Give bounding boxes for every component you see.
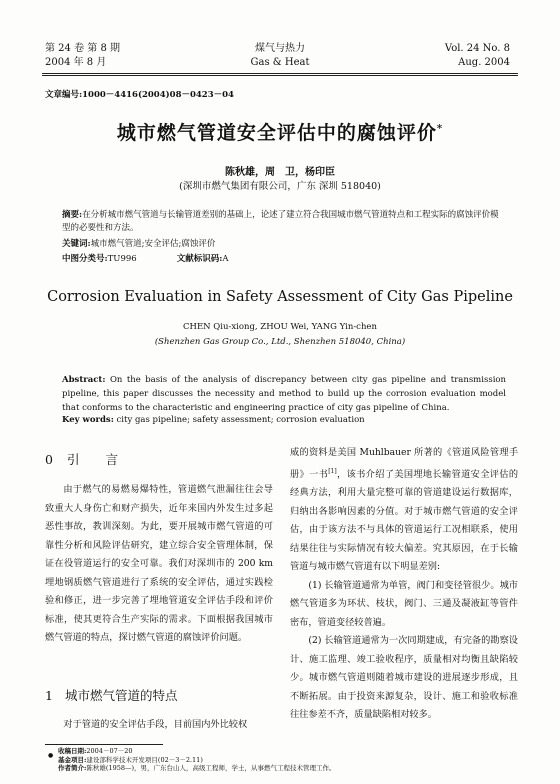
author-bio: 陈秋雄(1958—)，男，广东台山人，高级工程师，学士，从事燃气工程技术管理工作。 [86, 764, 336, 772]
citation-ref: [1] [328, 467, 337, 475]
affiliation-cn: (深圳市燃气集团有限公司，广东 深圳 518040) [179, 181, 381, 192]
abstract-en [62, 373, 506, 415]
journal-volume-issue-en [445, 42, 510, 70]
section-title: 城市燃气管道的特点 [64, 688, 178, 703]
abstract-en-text: On the basis of the analysis of discrepancy between city gas pipeline and transmission pipeline, this paper discusses the necessity and method to build up the corrosion evaluation model that conforms to the characteristic and engineering practice of city gas pipeline of China. [62, 375, 506, 413]
author-label: 作者简介: [58, 764, 87, 772]
paragraph: 对于管道的安全评估手段，目前国内外比较权 [63, 719, 248, 730]
section-heading-1 [45, 686, 177, 704]
volume-issue-cn: 第 24 卷 第 8 期 [45, 43, 120, 54]
section-1-body [45, 716, 273, 735]
journal-name-cn: 煤气与热力 [255, 43, 305, 54]
paper-title-cn [0, 118, 560, 145]
fund-label: 基金项目: [58, 755, 87, 764]
title-footnote-mark: * [436, 123, 444, 135]
keywords-en [62, 415, 365, 425]
journal-name-en: Gas & Heat [250, 57, 310, 68]
section-title: 引言 [66, 452, 144, 467]
footnote-marker-icon: ● [48, 752, 54, 759]
keywords-en-label: Key words: [62, 415, 114, 425]
abstract-en-label: Abstract: [62, 375, 106, 385]
text-run: ，该书介绍了美国埋地长输管道安全评估的经典方法，利用大量完整可靠的管道建设运行数据库，归纳出各影响因素的分值。对于城市燃气管道的安全评估，由于该方法不与具体的管道运行工况相联系，使用结果往往与实际情况有较大偏差。究其原因，在于长输管道与城市燃气管道有以下明显差别: [290, 468, 519, 573]
paragraph [290, 444, 518, 577]
paragraph: 由于燃气的易燃易爆特性，管道燃气泄漏往往会导致重大人身伤亡和财产损失，近年来国内外发生过多起恶性事故，教训深刻。为此，要开展城市燃气管道的可靠性分析和风险评估研究，建立综合安全管理体制，保证在役管道运行的安全可靠。我们对深圳市的 200 km 埋地钢质燃气管道进行了系统的安全评估，通过实践检验和修正，进一步完善了埋地管道安全评估手段和评价标准，使其更符合生产实际的需求。下面根据我国城市燃气管道的特点，探讨燃气管道的腐蚀评价问题。 [45, 484, 273, 643]
right-column-body [290, 444, 518, 725]
abstract-cn-label: 摘要: [62, 210, 83, 220]
keywords-en-text: city gas pipeline; safety assessment; corrosion evaluation [116, 415, 365, 425]
footnote-fund [58, 756, 336, 765]
date-en: Aug. 2004 [458, 57, 510, 68]
paper-title-en: Corrosion Evaluation in Safety Assessment of City Gas Pipeline [47, 289, 513, 305]
doc-code-label: 文献标识码: [176, 254, 223, 264]
date-cn: 2004 年 8 月 [45, 57, 107, 68]
paragraph: (2) 长输管道通常为一次同期建成，有完备的勘察设计、施工监理、竣工验收程序，质量相对均衡且缺陷较少。城市燃气管道则随着城市建设的进展逐步形成，且不断拓展。由于投资来源复杂，设计、施工和验收标准往往参差不齐，质量缺陷相对较多。 [290, 635, 518, 721]
received-date: 2004－07－20 [86, 747, 133, 755]
section-heading-0 [45, 450, 144, 468]
authors-cn: 陈秋雄，周 卫，杨印臣 [225, 167, 335, 178]
abstract-cn-text: 在分析城市燃气管道与长输管道差别的基础上，论述了建立符合我国城市燃气管道特点和工程实际的腐蚀评价模型的必要性和方法。 [62, 210, 499, 233]
keywords-cn-label: 关键词: [62, 239, 91, 249]
fund-text: 建设部科学技术开发项目(02－3－2.11) [86, 755, 203, 764]
section-0-body [45, 481, 273, 648]
article-number: 文章编号:1000－4416(2004)08－0423－04 [45, 90, 234, 100]
text-run: 威的资料是美国 Muhlbauer 所著的《管道风险管理手册》一书 [290, 447, 518, 480]
footnote [58, 747, 336, 773]
affiliation-en: (Shenzhen Gas Group Co., Ltd., Shenzhen 518040, China) [154, 337, 406, 347]
doc-code: A [222, 254, 229, 264]
volume-issue-en: Vol. 24 No. 8 [444, 43, 510, 54]
classification [62, 252, 228, 264]
keywords-cn [62, 237, 215, 249]
footnote-received [58, 747, 336, 756]
keywords-cn-text: 城市燃气管道;安全评估;腐蚀评价 [90, 239, 216, 249]
clc-code: TU996 [107, 254, 137, 264]
authors-en: CHEN Qiu-xiong, ZHOU Wei, YANG Yin-chen [183, 322, 377, 332]
title-text: 城市燃气管道安全评估中的腐蚀评价 [116, 122, 437, 144]
abstract-cn [62, 209, 506, 235]
section-number: 1 [45, 688, 53, 703]
footnote-author [58, 764, 336, 773]
paragraph: (1) 长输管道通常为单管，阀门和变径管很少。城市燃气管道多为环状、枝状，阀门、三通及凝液缸等管件密布，管道变径较普遍。 [290, 579, 518, 628]
header-rule [42, 73, 518, 74]
received-label: 收稿日期: [58, 747, 87, 755]
section-number: 0 [45, 452, 53, 467]
footnote-rule [45, 744, 163, 745]
clc-label: 中图分类号: [62, 254, 108, 264]
header-rule-thin [42, 75, 518, 76]
